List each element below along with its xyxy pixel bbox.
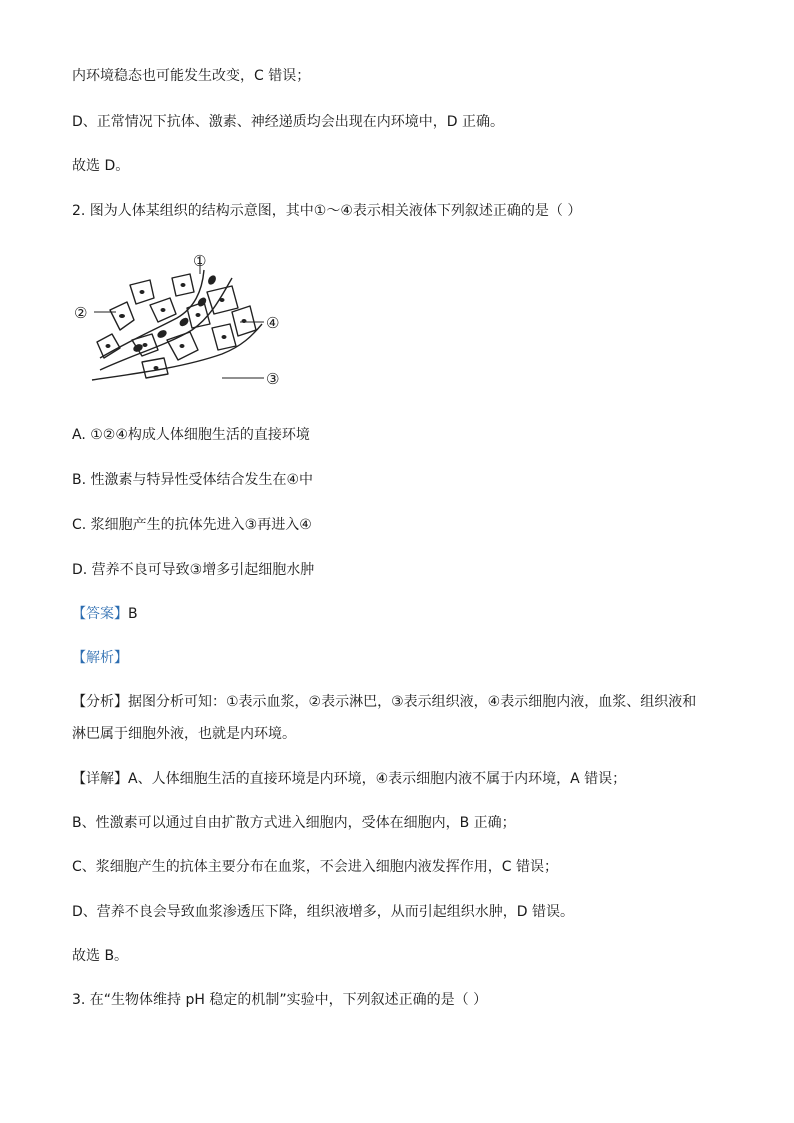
option-a: A. ①②④构成人体细胞生活的直接环境 bbox=[72, 427, 310, 443]
fenxi-line-2: 淋巴属于细胞外液，也就是内环境。 bbox=[72, 726, 296, 742]
option-d: D. 营养不良可导致③增多引起细胞水肿 bbox=[72, 562, 315, 578]
answer-value: B bbox=[128, 606, 138, 622]
xiangjie-line-c: C、浆细胞产生的抗体主要分布在血浆，不会进入细胞内液发挥作用，C 错误； bbox=[72, 859, 558, 875]
question-2: 2. 图为人体某组织的结构示意图，其中①～④表示相关液体下列叙述正确的是（ ） bbox=[72, 203, 582, 219]
analysis-tag: 【解析】 bbox=[72, 650, 128, 666]
xiangjie-text-a: A、人体细胞生活的直接环境是内环境，④表示细胞内液不属于内环境，A 错误； bbox=[128, 771, 627, 787]
answer-tag: 【答案】 bbox=[72, 606, 128, 622]
xiangjie-tag: 【详解】 bbox=[72, 771, 128, 787]
fenxi-line-1 bbox=[72, 692, 696, 712]
figure-label-4: ④ bbox=[266, 314, 280, 332]
xiangjie-line-a bbox=[72, 769, 626, 789]
xiangjie-line-d: D、营养不良会导致血浆渗透压下降，组织液增多，从而引起组织水肿，D 错误。 bbox=[72, 904, 575, 920]
option-b: B. 性激素与特异性受体结合发生在④中 bbox=[72, 472, 314, 488]
option-c: C. 浆细胞产生的抗体先进入③再进入④ bbox=[72, 517, 312, 533]
figure-label-3: ③ bbox=[266, 370, 280, 388]
conclusion-line: 故选 B。 bbox=[72, 948, 129, 964]
fenxi-text-1: 据图分析可知：①表示血浆，②表示淋巴，③表示组织液，④表示细胞内液，血浆、组织液和 bbox=[128, 694, 697, 710]
text-line-3: 故选 D。 bbox=[72, 158, 130, 174]
fenxi-tag: 【分析】 bbox=[72, 694, 128, 710]
analysis-heading bbox=[72, 648, 128, 668]
answer-line bbox=[72, 604, 138, 624]
tissue-structure-figure bbox=[72, 250, 292, 390]
question-3: 3. 在“生物体维持 pH 稳定的机制”实验中，下列叙述正确的是（ ） bbox=[72, 992, 488, 1008]
text-line-2: D、正常情况下抗体、激素、神经递质均会出现在内环境中，D 正确。 bbox=[72, 114, 505, 130]
xiangjie-line-b: B、性激素可以通过自由扩散方式进入细胞内，受体在细胞内，B 正确； bbox=[72, 815, 516, 831]
text-line-1: 内环境稳态也可能发生改变，C 错误； bbox=[72, 68, 311, 84]
figure-label-2: ② bbox=[74, 304, 88, 322]
figure-label-1: ① bbox=[193, 252, 207, 270]
